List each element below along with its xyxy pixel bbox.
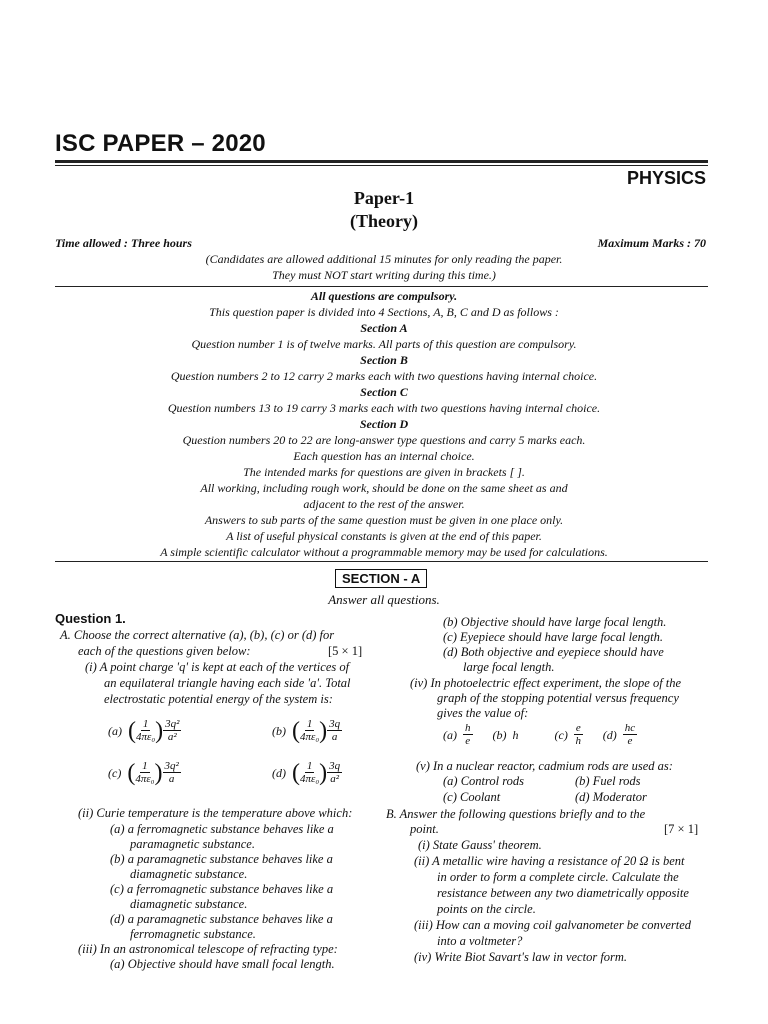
question-v-option: (a) Control rods xyxy=(443,774,525,788)
section-note: Answer all questions. xyxy=(328,592,440,607)
question-ii-text: (ii) Curie temperature is the temperature above which: xyxy=(78,806,353,820)
fraction: $\frac{3q}{\text{a²}}$ xyxy=(329,760,341,785)
section-label: Section B xyxy=(360,353,408,367)
question-ii-option: (d) a paramagnetic substance behaves like a xyxy=(110,912,333,926)
part-b-marks: [7 × 1] xyxy=(664,822,699,836)
reading-note: (Candidates are allowed additional 15 minutes for only reading the paper. xyxy=(205,252,563,266)
part-b-question: (ii) A metallic wire having a resistance of 20 Ω is bent xyxy=(414,854,685,868)
option-a: (a) ( $\frac{1}{\text{4πε₀}}$ ) $\frac{\text{3q²}}{\text{a²}}$ xyxy=(108,717,180,744)
part-b-intro: B. Answer the following questions briefly and to the xyxy=(386,807,646,821)
question-v-option: (c) Coolant xyxy=(443,790,501,804)
question-iv-text: (iv) In photoelectric effect experiment, the slope of the xyxy=(410,676,682,690)
question-iv-text: graph of the stopping potential versus frequency xyxy=(437,691,679,705)
part-b-question: resistance between any two diametrically opposite xyxy=(437,886,689,900)
option-b: (b) ( $\frac{1}{\text{4πε₀}}$ ) $\frac{3q}{a}$ xyxy=(272,717,341,744)
question-ii-option: (a) a ferromagnetic substance behaves like a xyxy=(110,822,334,836)
question-i-text: (i) A point charge 'q' is kept at each of the vertices of xyxy=(85,660,350,674)
part-a-intro: each of the questions given below: xyxy=(78,644,251,658)
fraction: $\frac{1}{\text{4πε₀}}$ xyxy=(300,718,320,743)
instruction-line: Question number 1 is of twelve marks. All parts of this question are compulsory. xyxy=(191,337,577,351)
subject-heading: PHYSICS xyxy=(626,168,706,188)
section-label: Section D xyxy=(359,417,409,431)
question-iii-option: (b) Objective should have large focal length. xyxy=(443,615,667,629)
part-b-question: into a voltmeter? xyxy=(437,934,523,948)
part-b-intro: point. xyxy=(410,822,439,836)
question-ii-option: (c) a ferromagnetic substance behaves like a xyxy=(110,882,334,896)
question-v-text: (v) In a nuclear reactor, cadmium rods are used as: xyxy=(416,759,673,773)
part-b-question: (iv) Write Biot Savart's law in vector form. xyxy=(414,950,628,964)
instruction-line: All questions are compulsory. xyxy=(310,289,458,303)
instruction-line: The intended marks for questions are given in brackets [ ]. xyxy=(243,465,525,479)
question-ii-option: paramagnetic substance. xyxy=(130,837,255,851)
question-i-text: an equilateral triangle having each side 'a'. Total xyxy=(104,676,351,690)
paper-type: (Theory) xyxy=(350,211,418,231)
instruction-line: A simple scientific calculator without a programmable memory may be used for calculations. xyxy=(160,545,608,559)
section-label: Section A xyxy=(360,321,408,335)
option-label: (a) xyxy=(108,723,122,738)
question-ii-option: (b) a paramagnetic substance behaves like a xyxy=(110,852,333,866)
option-c: (c) ( $\frac{1}{\text{4πε₀}}$ ) $\frac{\text{3q²}}{a}$ xyxy=(108,759,179,786)
instruction-line: Question numbers 2 to 12 carry 2 marks each with two questions having internal choice. xyxy=(170,369,598,383)
fraction: $\frac{1}{\text{4πε₀}}$ xyxy=(135,760,155,785)
part-b-question: (iii) How can a moving coil galvanometer be converted xyxy=(414,918,692,932)
question-iv-text: gives the value of: xyxy=(437,706,529,720)
part-a-intro: A. Choose the correct alternative (a), (b), (c) or (d) for xyxy=(60,628,335,642)
instruction-line: Each question has an internal choice. xyxy=(293,449,475,463)
option-d: (d) ( $\frac{1}{\text{4πε₀}}$ ) $\frac{3q}{\text{a²}}$ xyxy=(272,759,341,786)
paper-number: Paper-1 xyxy=(353,188,415,208)
fraction: $\frac{\text{3q²}}{a}$ xyxy=(164,760,179,785)
question-ii-option: ferromagnetic substance. xyxy=(130,927,256,941)
option-label: (c) xyxy=(108,765,122,780)
option-b: (b) h xyxy=(492,727,519,742)
question-ii-option: diamagnetic substance. xyxy=(130,897,248,911)
question-ii-option: diamagnetic substance. xyxy=(130,867,248,881)
option-a: (a) $\frac{h}{e}$ xyxy=(443,722,471,747)
question-iii-option: large focal length. xyxy=(463,660,555,674)
option-label: (b) xyxy=(272,723,286,738)
question-i-text: electrostatic potential energy of the system is: xyxy=(104,692,333,706)
part-b-question: in order to form a complete circle. Calculate the xyxy=(437,870,679,884)
option-c: (c) $\frac{e}{h}$ xyxy=(554,722,582,747)
part-a-marks: [5 × 1] xyxy=(328,644,363,658)
part-b-question: (i) State Gauss' theorem. xyxy=(418,838,542,852)
section-a-heading: SECTION - A xyxy=(335,569,427,588)
question-v-option: (b) Fuel rods xyxy=(575,774,641,788)
instruction-line: Answers to sub parts of the same question must be given in one place only. xyxy=(204,513,564,527)
paper-title: ISC PAPER – 2020 xyxy=(55,130,266,157)
reading-note: They must NOT start writing during this time.) xyxy=(272,268,496,282)
instruction-line: A list of useful physical constants is given at the end of this paper. xyxy=(226,529,542,543)
instruction-line: All working, including rough work, should be done on the same sheet as and xyxy=(200,481,568,495)
question-iv-options xyxy=(443,722,661,747)
option-label: (d) xyxy=(272,765,286,780)
question-iii-option: (a) Objective should have small focal length. xyxy=(110,957,335,971)
question-title: Question 1. xyxy=(55,611,126,626)
question-iii-text: (iii) In an astronomical telescope of refracting type: xyxy=(78,942,338,956)
instruction-line: Question numbers 20 to 22 are long-answer type questions and carry 5 marks each. xyxy=(182,433,586,447)
instruction-line: Question numbers 13 to 19 carry 3 marks each with two questions having internal choice. xyxy=(167,401,601,415)
part-b-question: points on the circle. xyxy=(437,902,536,916)
question-iii-option: (c) Eyepiece should have large focal length. xyxy=(443,630,663,644)
maximum-marks: Maximum Marks : 70 xyxy=(597,236,706,250)
question-iii-option: (d) Both objective and eyepiece should have xyxy=(443,645,664,659)
question-v-option: (d) Moderator xyxy=(575,790,647,804)
fraction: $\frac{1}{\text{4πε₀}}$ xyxy=(300,760,320,785)
instruction-line: This question paper is divided into 4 Sections, A, B, C and D as follows : xyxy=(209,305,559,319)
time-allowed: Time allowed : Three hours xyxy=(55,236,192,250)
fraction: $\frac{1}{\text{4πε₀}}$ xyxy=(136,718,156,743)
instruction-line: adjacent to the rest of the answer. xyxy=(303,497,465,511)
section-label: Section C xyxy=(360,385,408,399)
option-d: (d) $\frac{hc}{e}$ xyxy=(602,722,636,747)
fraction: $\frac{\text{3q²}}{\text{a²}}$ xyxy=(165,718,180,743)
fraction: $\frac{3q}{a}$ xyxy=(329,718,341,743)
